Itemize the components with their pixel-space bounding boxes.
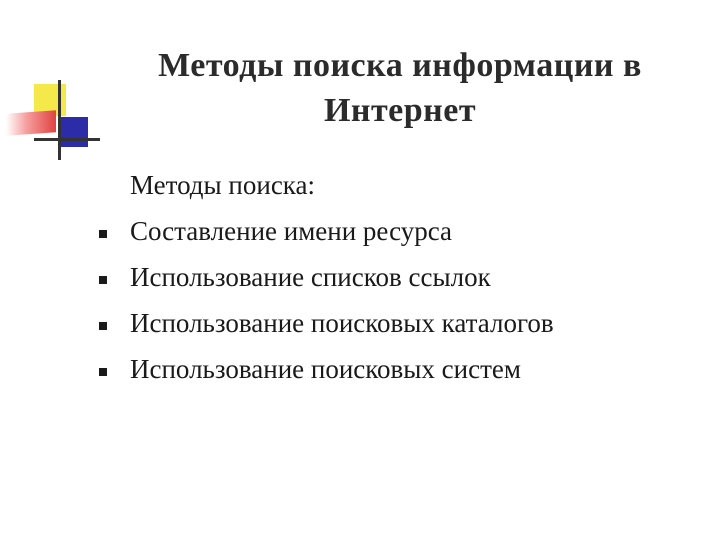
slide-title [100,43,700,133]
square-bullet-icon [99,322,107,330]
square-bullet-icon [99,368,107,376]
list-item-label: Использование поисковых каталогов [130,308,554,338]
logo-blue-square [58,117,88,147]
list-item-label: Составление имени ресурса [130,216,453,246]
list-item-label: Использование списков ссылок [130,262,491,292]
intro-text: Методы поиска: [130,170,316,200]
list-item [90,346,690,392]
logo-vertical-line [58,80,61,160]
logo-red-gradient-block [6,110,56,135]
list-item-label: Использование поисковых систем [130,354,521,384]
square-bullet-icon [99,230,107,238]
slide-title-line-1: Методы поиска информации в [158,47,642,84]
decorative-logo [0,0,110,170]
list-item [90,300,690,346]
list-item [90,208,690,254]
logo-horizontal-line [34,138,100,141]
list-item [90,254,690,300]
square-bullet-icon [99,276,107,284]
slide-content [90,162,690,392]
slide-title-line-2: Интернет [323,92,477,129]
